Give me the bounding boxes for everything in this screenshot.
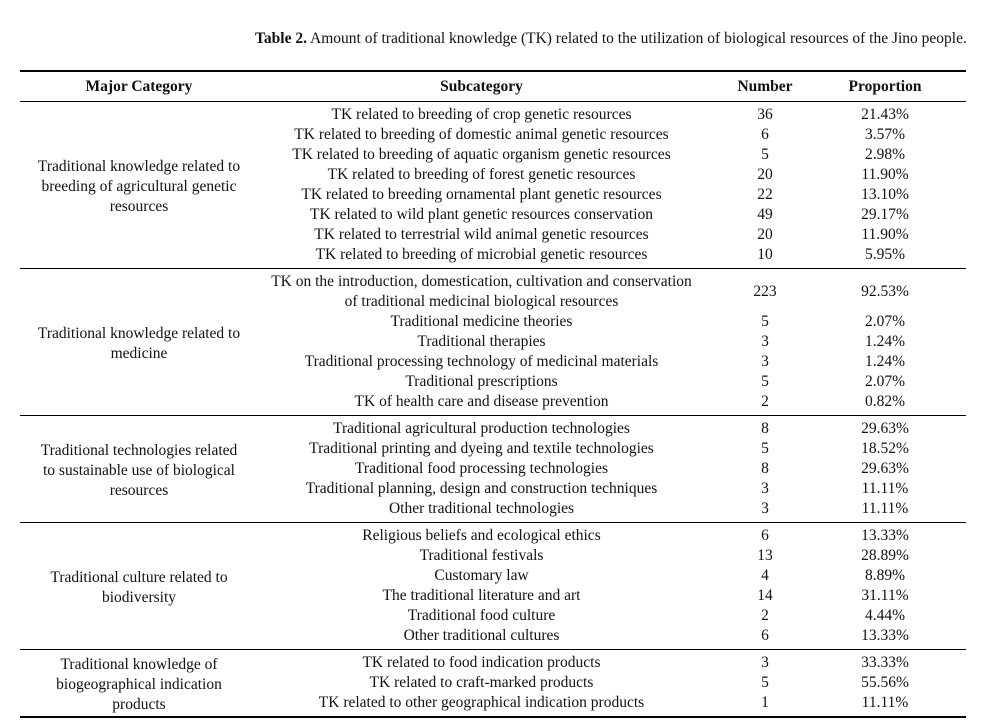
number-cell: 20	[757, 226, 773, 243]
column-header-major-category: Major Category	[85, 78, 193, 95]
number-cell: 4	[761, 567, 769, 584]
number-cell: 10	[757, 246, 773, 263]
subcategory-cell: Traditional processing technology of medicinal materials	[304, 353, 659, 370]
proportion-cell: 18.52%	[861, 440, 909, 457]
subcategory-cell: The traditional literature and art	[382, 587, 581, 604]
major-category-cell: Traditional knowledge of biogeographical indication products	[56, 655, 222, 713]
subcategory-cell: TK related to food indication products	[362, 654, 601, 671]
proportion-cell: 13.33%	[861, 527, 909, 544]
major-category-cell: Traditional knowledge related to breeding of agricultural genetic resources	[37, 157, 241, 215]
proportion-cell: 8.89%	[864, 567, 906, 584]
proportion-cell: 29.63%	[861, 420, 909, 437]
table-row	[20, 269, 966, 313]
proportion-cell: 2.07%	[864, 373, 906, 390]
number-cell: 3	[761, 333, 769, 350]
number-cell: 20	[757, 166, 773, 183]
proportion-cell: 13.33%	[861, 627, 909, 644]
proportion-cell: 29.63%	[861, 460, 909, 477]
number-cell: 22	[757, 186, 773, 203]
number-cell: 6	[761, 126, 769, 143]
number-cell: 5	[761, 146, 769, 163]
proportion-cell: 3.57%	[864, 126, 906, 143]
subcategory-cell: Traditional festivals	[419, 547, 544, 564]
proportion-cell: 33.33%	[861, 654, 909, 671]
number-cell: 49	[757, 206, 773, 223]
table-row	[20, 523, 966, 547]
number-cell: 2	[761, 393, 769, 410]
number-cell: 3	[761, 654, 769, 671]
proportion-cell: 5.95%	[864, 246, 906, 263]
proportion-cell: 11.90%	[861, 166, 909, 183]
proportion-cell: 11.11%	[861, 480, 909, 497]
proportion-cell: 11.90%	[861, 226, 909, 243]
proportion-cell: 11.11%	[861, 500, 909, 517]
subcategory-cell: Traditional printing and dyeing and textile technologies	[309, 440, 654, 457]
subcategory-cell: TK on the introduction, domestication, cultivation and conservation of traditional medicinal biological resources	[271, 273, 692, 310]
subcategory-cell: Customary law	[434, 567, 529, 584]
subcategory-cell: TK related to breeding of microbial genetic resources	[315, 246, 648, 263]
number-cell: 8	[761, 460, 769, 477]
proportion-cell: 13.10%	[861, 186, 909, 203]
number-cell: 3	[761, 480, 769, 497]
header-row	[20, 71, 966, 102]
number-cell: 13	[757, 547, 773, 564]
subcategory-cell: TK related to breeding of aquatic organism genetic resources	[292, 146, 671, 163]
table-caption-text: Amount of traditional knowledge (TK) related to the utilization of biological resources of the Jino people.	[310, 29, 967, 47]
subcategory-cell: Traditional food culture	[407, 607, 556, 624]
proportion-cell: 2.98%	[864, 146, 906, 163]
number-cell: 5	[761, 440, 769, 457]
table-body	[20, 102, 966, 718]
table-row	[20, 650, 966, 674]
proportion-cell: 1.24%	[864, 333, 906, 350]
proportion-cell: 4.44%	[864, 607, 906, 624]
proportion-cell: 2.07%	[864, 313, 906, 330]
number-cell: 3	[761, 353, 769, 370]
number-cell: 14	[757, 587, 773, 604]
subcategory-cell: Religious beliefs and ecological ethics	[362, 527, 601, 544]
proportion-cell: 11.11%	[861, 694, 909, 711]
subcategory-cell: Other traditional cultures	[403, 627, 560, 644]
major-category-cell: Traditional technologies related to sustainable use of biological resources	[40, 441, 238, 499]
subcategory-cell: Traditional food processing technologies	[355, 460, 608, 477]
proportion-cell: 29.17%	[861, 206, 909, 223]
subcategory-cell: Traditional medicine theories	[390, 313, 573, 330]
subcategory-cell: TK related to other geographical indication products	[318, 694, 645, 711]
subcategory-cell: Traditional agricultural production technologies	[333, 420, 630, 437]
column-header-number: Number	[737, 78, 793, 95]
number-cell: 5	[761, 373, 769, 390]
number-cell: 6	[761, 627, 769, 644]
subcategory-cell: TK related to breeding of domestic animal genetic resources	[294, 126, 669, 143]
tk-table	[20, 70, 966, 718]
subcategory-cell: Traditional therapies	[417, 333, 546, 350]
subcategory-cell: TK related to wild plant genetic resources conservation	[309, 206, 654, 223]
number-cell: 3	[761, 500, 769, 517]
number-cell: 6	[761, 527, 769, 544]
number-cell: 8	[761, 420, 769, 437]
number-cell: 36	[757, 106, 773, 123]
subcategory-cell: TK related to breeding ornamental plant genetic resources	[301, 186, 662, 203]
proportion-cell: 92.53%	[861, 283, 909, 300]
column-header-proportion: Proportion	[848, 78, 922, 95]
table-caption-label: Table 2.	[255, 29, 307, 47]
number-cell: 5	[761, 674, 769, 691]
proportion-cell: 21.43%	[861, 106, 909, 123]
subcategory-cell: TK of health care and disease prevention	[354, 393, 609, 410]
number-cell: 223	[753, 283, 777, 300]
number-cell: 1	[761, 694, 769, 711]
proportion-cell: 55.56%	[861, 674, 909, 691]
table-caption	[255, 27, 970, 50]
proportion-cell: 1.24%	[864, 353, 906, 370]
proportion-cell: 28.89%	[861, 547, 909, 564]
proportion-cell: 31.11%	[861, 587, 909, 604]
subcategory-cell: TK related to terrestrial wild animal genetic resources	[314, 226, 649, 243]
subcategory-cell: Other traditional technologies	[388, 500, 575, 517]
subcategory-cell: Traditional planning, design and construction techniques	[305, 480, 658, 497]
subcategory-cell: TK related to breeding of crop genetic resources	[331, 106, 632, 123]
subcategory-cell: TK related to craft-marked products	[369, 674, 594, 691]
column-header-subcategory: Subcategory	[440, 78, 523, 95]
number-cell: 2	[761, 607, 769, 624]
proportion-cell: 0.82%	[864, 393, 906, 410]
table-row	[20, 102, 966, 126]
table-row	[20, 416, 966, 440]
table-header	[20, 71, 966, 102]
subcategory-cell: TK related to breeding of forest genetic resources	[327, 166, 636, 183]
major-category-cell: Traditional culture related to biodiversity	[50, 568, 228, 606]
subcategory-cell: Traditional prescriptions	[405, 373, 558, 390]
major-category-cell: Traditional knowledge related to medicine	[37, 324, 241, 362]
number-cell: 5	[761, 313, 769, 330]
